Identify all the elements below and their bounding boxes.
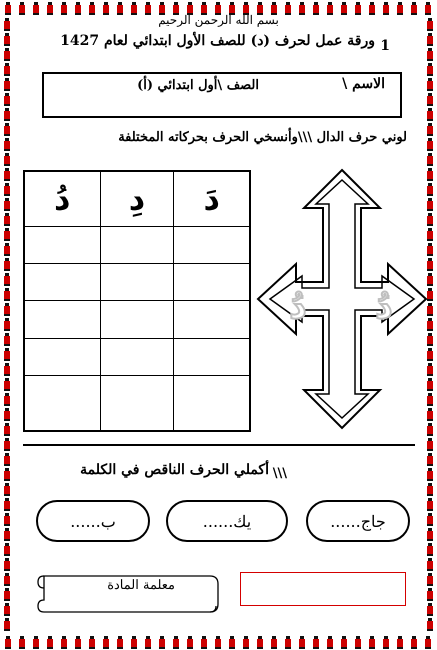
instruction-mark: \\\: [272, 466, 287, 481]
border-motif: [427, 513, 433, 526]
border-motif: [427, 93, 433, 106]
instruction-color-copy: لوني حرف الدال \\\وأنسخي الحرف بحركاته المختلفة: [118, 130, 407, 145]
grid-cell[interactable]: [174, 301, 250, 338]
grid-cell[interactable]: [174, 227, 250, 264]
border-motif: [4, 93, 10, 106]
border-motif: [427, 528, 433, 541]
grid-row: [24, 301, 250, 338]
grid-cell[interactable]: [174, 338, 250, 375]
border-motif: [4, 258, 10, 271]
border-motif: [427, 618, 433, 631]
border-motif: [4, 138, 10, 151]
border-motif: [427, 153, 433, 166]
border-motif: [427, 558, 433, 571]
border-motif: [383, 636, 389, 649]
border-motif: [47, 636, 53, 649]
teacher-label: معلمة المادة: [107, 578, 175, 593]
word-text: ......يك: [202, 511, 252, 531]
border-motif: [145, 636, 151, 649]
border-motif: [427, 438, 433, 451]
border-motif: [257, 636, 263, 649]
border-motif: [427, 468, 433, 481]
border-motif: [271, 636, 277, 649]
border-motif: [4, 243, 10, 256]
border-motif: [427, 498, 433, 511]
word-pill-deek[interactable]: [166, 500, 288, 542]
border-motif: [4, 108, 10, 121]
border-motif: [327, 636, 333, 649]
arrow-letter-right: دُ: [375, 287, 393, 327]
border-motif: [4, 228, 10, 241]
border-motif: [4, 393, 10, 406]
border-motif: [427, 483, 433, 496]
border-motif: [215, 636, 221, 649]
border-motif: [201, 636, 207, 649]
border-motif: [427, 603, 433, 616]
grid-row: [24, 227, 250, 264]
border-motif: [4, 213, 10, 226]
border-motif: [4, 318, 10, 331]
border-motif: [397, 636, 403, 649]
border-motif: [427, 543, 433, 556]
border-motif: [4, 168, 10, 181]
four-way-arrow: [256, 168, 428, 430]
instruction-complete-missing: أكملي الحرف الناقص في الكلمة: [80, 462, 269, 478]
border-motif: [355, 636, 361, 649]
grid-cell[interactable]: [24, 264, 100, 301]
border-motif: [427, 123, 433, 136]
page-border-left: [0, 0, 14, 650]
grid-letter-fatha: دَ: [174, 171, 250, 227]
section-divider: [23, 444, 415, 446]
border-motif: [4, 438, 10, 451]
grid-cell[interactable]: [100, 338, 174, 375]
border-motif: [4, 483, 10, 496]
border-motif: [4, 573, 10, 586]
word-text: ......جاج: [330, 511, 386, 531]
grid-cell[interactable]: [174, 264, 250, 301]
worksheet-title: ورقة عمل لحرف (د) للصف الأول ابتدائي لعام 1427: [60, 33, 375, 49]
border-motif: [427, 33, 433, 46]
border-motif: [341, 636, 347, 649]
border-motif: [4, 588, 10, 601]
border-motif: [4, 468, 10, 481]
worksheet-number: 1: [380, 38, 390, 54]
border-motif: [103, 636, 109, 649]
border-motif: [369, 636, 375, 649]
border-motif: [4, 423, 10, 436]
border-motif: [4, 123, 10, 136]
border-motif: [89, 636, 95, 649]
grid-row: [24, 264, 250, 301]
border-motif: [4, 198, 10, 211]
border-motif: [4, 153, 10, 166]
border-motif: [19, 636, 25, 649]
border-motif: [75, 636, 81, 649]
border-motif: [4, 63, 10, 76]
border-motif: [229, 636, 235, 649]
grid-cell[interactable]: [100, 375, 174, 431]
grid-row: [24, 338, 250, 375]
border-motif: [187, 636, 193, 649]
border-motif: [4, 543, 10, 556]
border-motif: [4, 603, 10, 616]
border-motif: [173, 636, 179, 649]
grid-cell[interactable]: [24, 338, 100, 375]
grid-letter-kasra: دِ: [100, 171, 174, 227]
border-motif: [117, 636, 123, 649]
border-motif: [4, 363, 10, 376]
grid-cell[interactable]: [24, 375, 100, 431]
border-motif: [427, 108, 433, 121]
grid-cell[interactable]: [24, 227, 100, 264]
border-motif: [427, 138, 433, 151]
page-border-bottom: [0, 634, 437, 650]
border-motif: [299, 636, 305, 649]
border-motif: [159, 636, 165, 649]
border-motif: [4, 78, 10, 91]
word-text: ......ب: [70, 511, 116, 531]
border-motif: [313, 636, 319, 649]
border-motif: [4, 48, 10, 61]
border-motif: [61, 636, 67, 649]
border-motif: [4, 498, 10, 511]
grid-cell[interactable]: [24, 301, 100, 338]
grid-cell[interactable]: [100, 301, 174, 338]
border-motif: [4, 303, 10, 316]
signature-box[interactable]: [240, 572, 406, 606]
grid-row: [24, 375, 250, 431]
border-motif: [427, 453, 433, 466]
grid-cell[interactable]: [100, 264, 174, 301]
border-motif: [427, 588, 433, 601]
border-motif: [4, 333, 10, 346]
border-motif: [33, 636, 39, 649]
border-motif: [4, 183, 10, 196]
basmala: بسم الله الرحمن الرحيم: [158, 13, 279, 27]
border-motif: [4, 528, 10, 541]
border-motif: [4, 408, 10, 421]
grade-label: الصف \أول ابتدائي (أ): [137, 78, 259, 93]
name-label: الاسم \: [342, 76, 385, 92]
grid-letter-damma: دُ: [24, 171, 100, 227]
grid-cell[interactable]: [174, 375, 250, 431]
border-motif: [427, 78, 433, 91]
border-motif: [427, 573, 433, 586]
border-motif: [4, 33, 10, 46]
border-motif: [4, 273, 10, 286]
border-motif: [4, 288, 10, 301]
border-motif: [4, 453, 10, 466]
border-motif: [4, 618, 10, 631]
border-motif: [131, 636, 137, 649]
grid-header-row: [24, 171, 250, 227]
border-motif: [4, 348, 10, 361]
border-motif: [4, 378, 10, 391]
word-pill-dub[interactable]: [36, 500, 150, 542]
grid-cell[interactable]: [100, 227, 174, 264]
border-motif: [427, 63, 433, 76]
border-motif: [243, 636, 249, 649]
border-motif: [285, 636, 291, 649]
writing-practice-grid: [23, 170, 251, 432]
arrow-letter-left: دُ: [289, 287, 307, 327]
border-motif: [427, 48, 433, 61]
word-pill-dajaj[interactable]: [306, 500, 410, 542]
border-motif: [4, 513, 10, 526]
border-motif: [411, 636, 417, 649]
border-motif: [4, 558, 10, 571]
